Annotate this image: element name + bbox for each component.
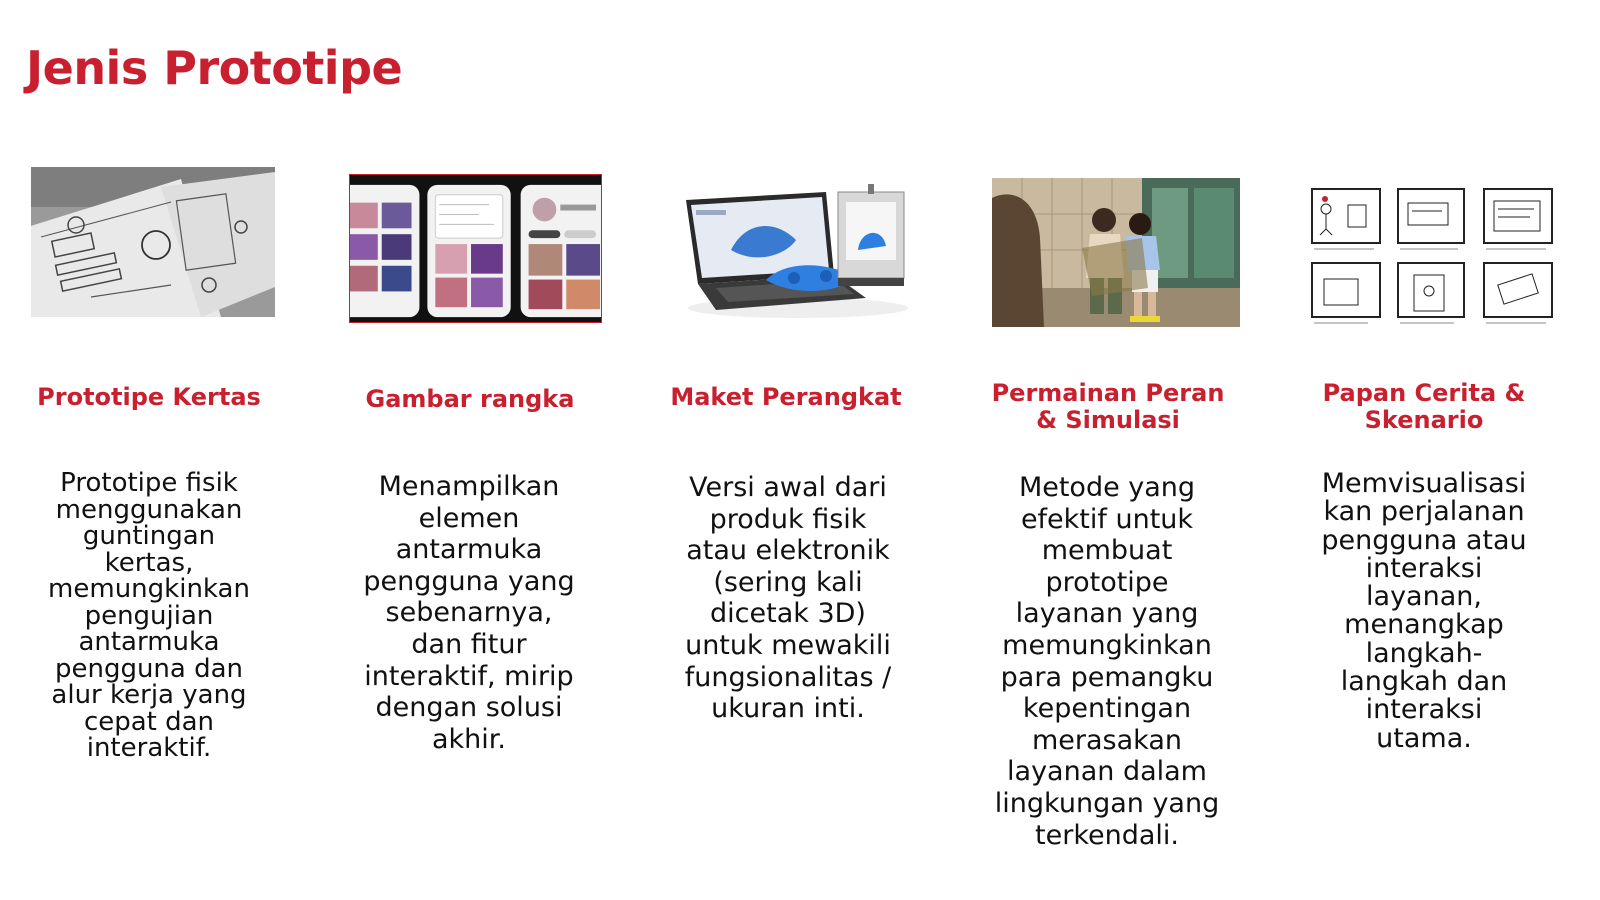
column-description-device-mockup: Versi awal dari produk fisik atau elektronik (sering kali dicetak 3D) untuk mewakili fungsionalitas / ukuran inti. [684,472,892,725]
column-description-paper-prototype: Prototipe fisik menggunakan guntingan kertas, memungkinkan pengujian antarmuka pengguna dan alur kerja yang cepat dan interaktif. [48,468,250,763]
column-description-storyboard: Memvisualisasikan perjalanan pengguna atau interaksi layanan, menangkap langkah-langkah dan interaksi utama. [1321,468,1527,754]
paper-prototype-image [31,167,275,317]
column-description-role-play: Metode yang efektif untuk membuat prototipe layanan yang memungkinkan para pemangku kepentingan merasakan layanan dalam lingkungan yang terkendali. [994,472,1220,851]
column-description-wireframe: Menampilkan elemen antarmuka pengguna yang sebenarnya, dan fitur interaktif, mirip dengan solusi akhir. [363,471,575,755]
page-title: Jenis Prototipe [26,41,403,95]
storyboard-image [1308,183,1558,330]
wireframe-image [349,174,602,323]
column-title-role-play: Permainan Peran & Simulasi [991,379,1225,434]
column-title-device-mockup: Maket Perangkat [670,383,902,411]
column-title-storyboard: Papan Cerita & Skenario [1322,379,1526,434]
device-mockup-image [676,180,920,323]
role-play-image [992,178,1240,327]
column-title-wireframe: Gambar rangka [365,385,575,413]
column-title-paper-prototype: Prototipe Kertas [37,383,261,411]
